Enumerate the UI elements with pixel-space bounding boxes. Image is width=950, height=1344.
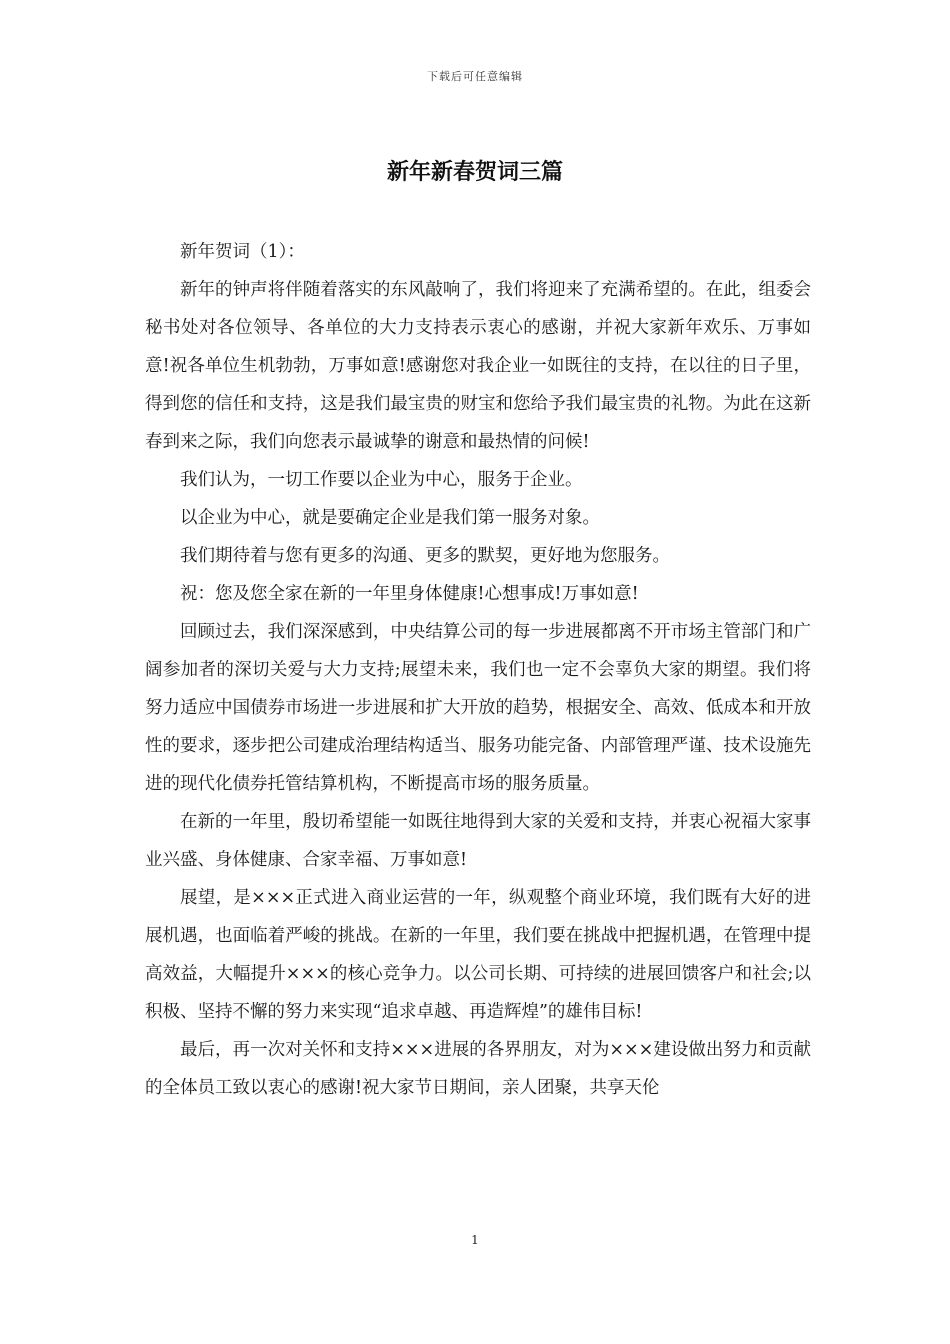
paragraph: 展望，是×××正式进入商业运营的一年，纵观整个商业环境，我们既有大好的进展机遇，也面临着严峻的挑战。在新的一年里，我们要在挑战中把握机遇，在管理中提高效益，大幅提升×××的核心竞争力。以公司长期、可持续的进展回馈客户和社会;以积极、坚持不懈的努力来实现“追求卓越、再造辉煌”的雄伟目标! <box>145 888 811 1022</box>
header-note: 下载后可任意编辑 <box>427 70 523 83</box>
paragraph: 我们期待着与您有更多的沟通、更多的默契，更好地为您服务。 <box>180 546 670 566</box>
page-number: 1 <box>471 1233 479 1247</box>
paragraph: 祝：您及您全家在新的一年里身体健康!心想事成!万事如意! <box>180 584 639 604</box>
paragraph: 在新的一年里，殷切希望能一如既往地得到大家的关爱和支持，并衷心祝福大家事业兴盛、身体健康、合家幸福、万事如意! <box>145 812 811 870</box>
paragraph: 回顾过去，我们深深感到，中央结算公司的每一步进展都离不开市场主管部门和广阔参加者的深切关爱与大力支持;展望未来，我们也一定不会辜负大家的期望。我们将努力适应中国债券市场进一步进展和扩大开放的趋势，根据安全、高效、低成本和开放性的要求，逐步把公司建成治理结构适当、服务功能完备、内部管理严谨、技术设施先进的现代化债券托管结算机构，不断提高市场的服务质量。 <box>145 622 811 794</box>
document-body <box>145 233 811 1107</box>
paragraph-heading: 新年贺词（1）： <box>180 242 305 262</box>
paragraph: 以企业为中心，就是要确定企业是我们第一服务对象。 <box>180 508 600 528</box>
paragraph: 新年的钟声将伴随着落实的东风敲响了，我们将迎来了充满希望的。在此，组委会秘书处对各位领导、各单位的大力支持表示衷心的感谢，并祝大家新年欢乐、万事如意!祝各单位生机勃勃，万事如意!感谢您对我企业一如既往的支持，在以往的日子里，得到您的信任和支持，这是我们最宝贵的财宝和您给予我们最宝贵的礼物。为此在这新春到来之际，我们向您表示最诚挚的谢意和最热情的问候! <box>145 280 811 452</box>
paragraph: 我们认为，一切工作要以企业为中心，服务于企业。 <box>180 470 583 490</box>
paragraph: 最后，再一次对关怀和支持×××进展的各界朋友，对为×××建设做出努力和贡献的全体员工致以衷心的感谢!祝大家节日期间，亲人团聚，共享天伦 <box>145 1040 811 1098</box>
document-title: 新年新春贺词三篇 <box>386 159 563 185</box>
